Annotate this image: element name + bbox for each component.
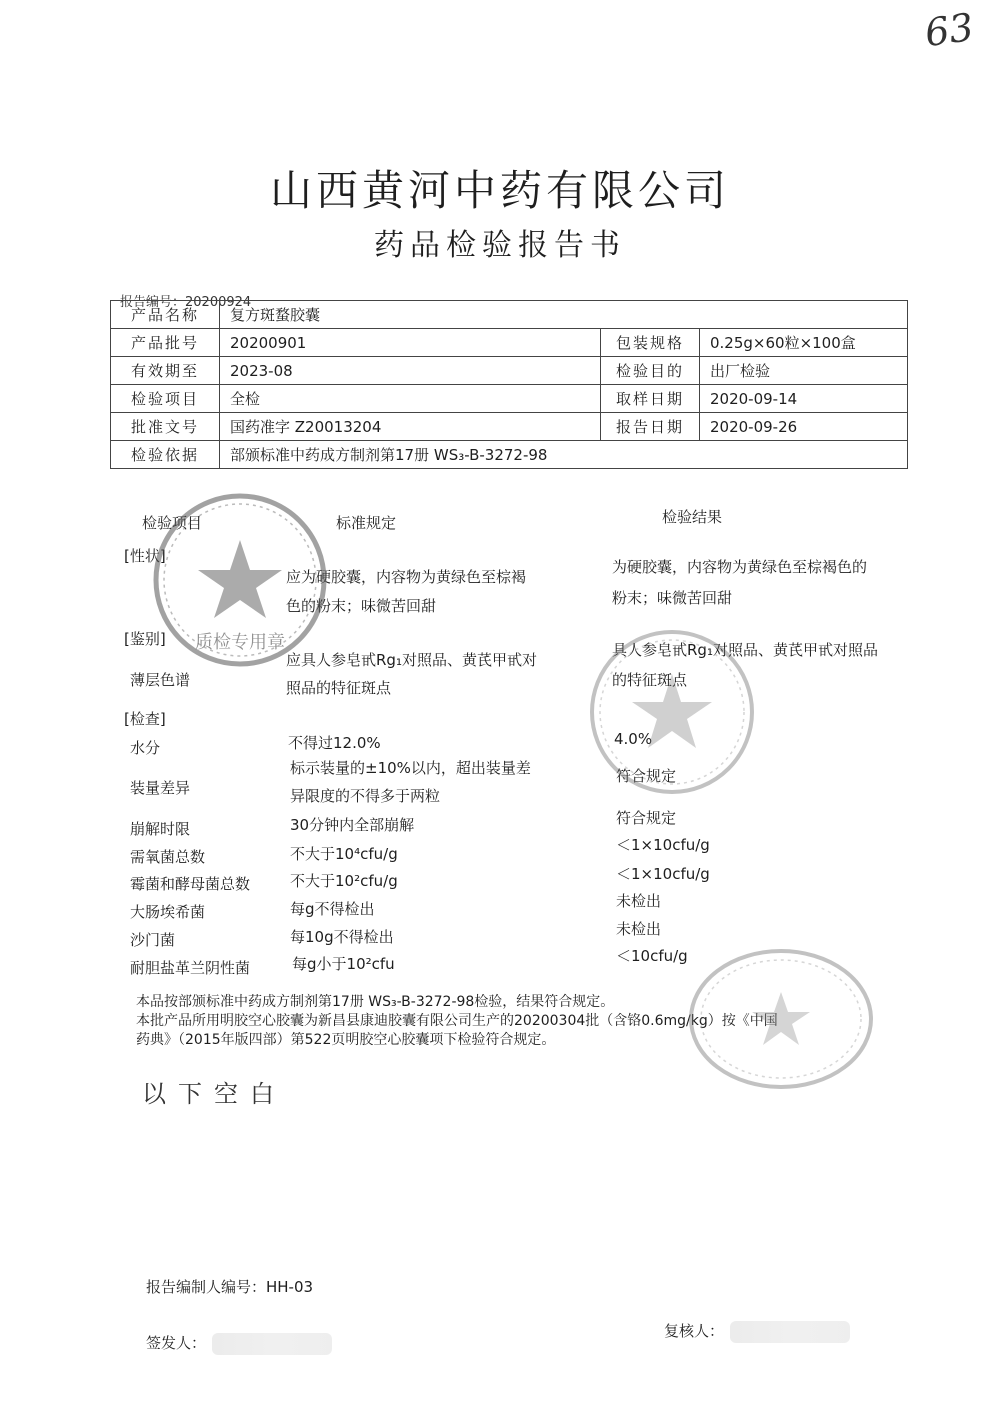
- standard-text: 不大于10²cfu/g: [290, 872, 398, 890]
- blank-marker: 以下空白: [142, 1080, 286, 1108]
- info-row: [111, 357, 908, 385]
- svg-text:质检专用章: 质检专用章: [195, 632, 285, 653]
- info-label: 检验目的: [601, 357, 700, 385]
- info-label: 包装规格: [601, 329, 700, 357]
- conclusion-line: 本批产品所用明胶空心胶囊为新昌县康迪胶囊有限公司生产的20200304批（含铬0.6mg/kg）按《中国: [136, 1013, 778, 1029]
- info-label: 检验项目: [111, 385, 220, 413]
- item-text: 需氧菌总数: [130, 848, 206, 866]
- item-text: 薄层色谱: [130, 671, 191, 689]
- item-text: 水分: [130, 739, 161, 757]
- info-label: 产品批号: [111, 329, 220, 357]
- result-text: 粉末；味微苦回甜: [612, 589, 733, 607]
- conclusion-line: 药典》（2015年版四部）第522页明胶空心胶囊项下检验符合规定。: [136, 1032, 556, 1048]
- section-appearance: [性状]: [124, 547, 166, 565]
- info-value: 2020-09-14: [700, 385, 908, 413]
- standard-text: 照品的特征斑点: [286, 679, 392, 697]
- standard-text: 30分钟内全部崩解: [290, 816, 415, 834]
- item-text: 崩解时限: [130, 820, 191, 838]
- info-row: [111, 329, 908, 357]
- info-row: [111, 413, 908, 441]
- item-text: 大肠埃希菌: [130, 903, 206, 921]
- info-label: 取样日期: [601, 385, 700, 413]
- info-label: 检验依据: [111, 441, 220, 469]
- standard-text: 色的粉末；味微苦回甜: [286, 597, 437, 615]
- section-identification: [鉴别]: [124, 630, 166, 648]
- issuer-signature: [212, 1333, 332, 1355]
- info-label: 产品名称: [111, 301, 220, 329]
- compiler-id: 报告编制人编号：HH-03: [146, 1278, 314, 1296]
- item-text: 霉菌和酵母菌总数: [130, 875, 251, 893]
- info-value: 2020-09-26: [700, 413, 908, 441]
- result-text: 符合规定: [616, 767, 677, 785]
- result-text: 的特征斑点: [612, 671, 688, 689]
- info-value: 全检: [220, 385, 601, 413]
- result-text: 具人参皂甙Rg₁对照品、黄芪甲甙对照品: [612, 641, 878, 659]
- info-value: 出厂检验: [700, 357, 908, 385]
- item-text: 装量差异: [130, 779, 191, 797]
- info-row: [111, 385, 908, 413]
- result-text: 4.0%: [614, 730, 653, 748]
- page-number: 63: [922, 4, 977, 56]
- standard-text: 应为硬胶囊，内容物为黄绿色至棕褐: [286, 568, 527, 586]
- result-text: 未检出: [616, 920, 662, 938]
- conclusion-line: 本品按部颁标准中药成方制剂第17册 WS₃-B-3272-98检验，结果符合规定。: [136, 994, 615, 1010]
- info-value: 2023-08: [220, 357, 601, 385]
- info-row: [111, 301, 908, 329]
- report-number: 报告编号：20200924: [120, 295, 252, 310]
- standard-text: 每g不得检出: [290, 900, 375, 918]
- result-text: ＜10cfu/g: [616, 947, 688, 965]
- issuer-label: 签发人：: [146, 1334, 207, 1352]
- info-value: 国药准字 Z20013204: [220, 413, 601, 441]
- result-text: 符合规定: [616, 809, 677, 827]
- reviewer-signature: [730, 1321, 850, 1343]
- item-text: 沙门菌: [130, 931, 176, 949]
- info-table: [110, 300, 908, 469]
- info-value: 20200901: [220, 329, 601, 357]
- document-title: 药品检验报告书: [374, 228, 626, 263]
- reviewer-label: 复核人：: [664, 1322, 725, 1340]
- item-text: 耐胆盐革兰阴性菌: [130, 959, 251, 977]
- column-header-result: 检验结果: [662, 508, 723, 526]
- standard-text: 不得过12.0%: [288, 734, 381, 752]
- quality-seal-left: [148, 488, 332, 672]
- standard-text: 应具人参皂甙Rg₁对照品、黄芪甲甙对: [286, 651, 537, 669]
- result-text: ＜1×10cfu/g: [616, 836, 710, 854]
- column-header-standard: 标准规定: [336, 514, 397, 532]
- company-name: 山西黄河中药有限公司: [269, 166, 730, 215]
- result-text: 为硬胶囊，内容物为黄绿色至棕褐色的: [612, 558, 868, 576]
- standard-text: 不大于10⁴cfu/g: [290, 845, 398, 863]
- info-row: [111, 441, 908, 469]
- issuer-field: [146, 1332, 332, 1355]
- info-label: 报告日期: [601, 413, 700, 441]
- section-inspection: [检查]: [124, 710, 166, 728]
- info-value: 0.25g×60粒×100盒: [700, 329, 908, 357]
- quality-seal-middle: [584, 624, 760, 800]
- quality-seal-right: [684, 944, 878, 1094]
- result-text: 未检出: [616, 892, 662, 910]
- info-label: 有效期至: [111, 357, 220, 385]
- info-value: 复方斑蝥胶囊: [220, 301, 908, 329]
- result-text: ＜1×10cfu/g: [616, 865, 710, 883]
- standard-text: 异限度的不得多于两粒: [290, 787, 441, 805]
- standard-text: 每10g不得检出: [290, 928, 394, 946]
- standard-text: 每g小于10²cfu: [292, 955, 395, 973]
- reviewer-field: [664, 1320, 850, 1343]
- info-value: 部颁标准中药成方制剂第17册 WS₃-B-3272-98: [220, 441, 908, 469]
- standard-text: 标示装量的±10%以内，超出装量差: [290, 759, 531, 777]
- info-label: 批准文号: [111, 413, 220, 441]
- column-header-item: 检验项目: [142, 514, 203, 532]
